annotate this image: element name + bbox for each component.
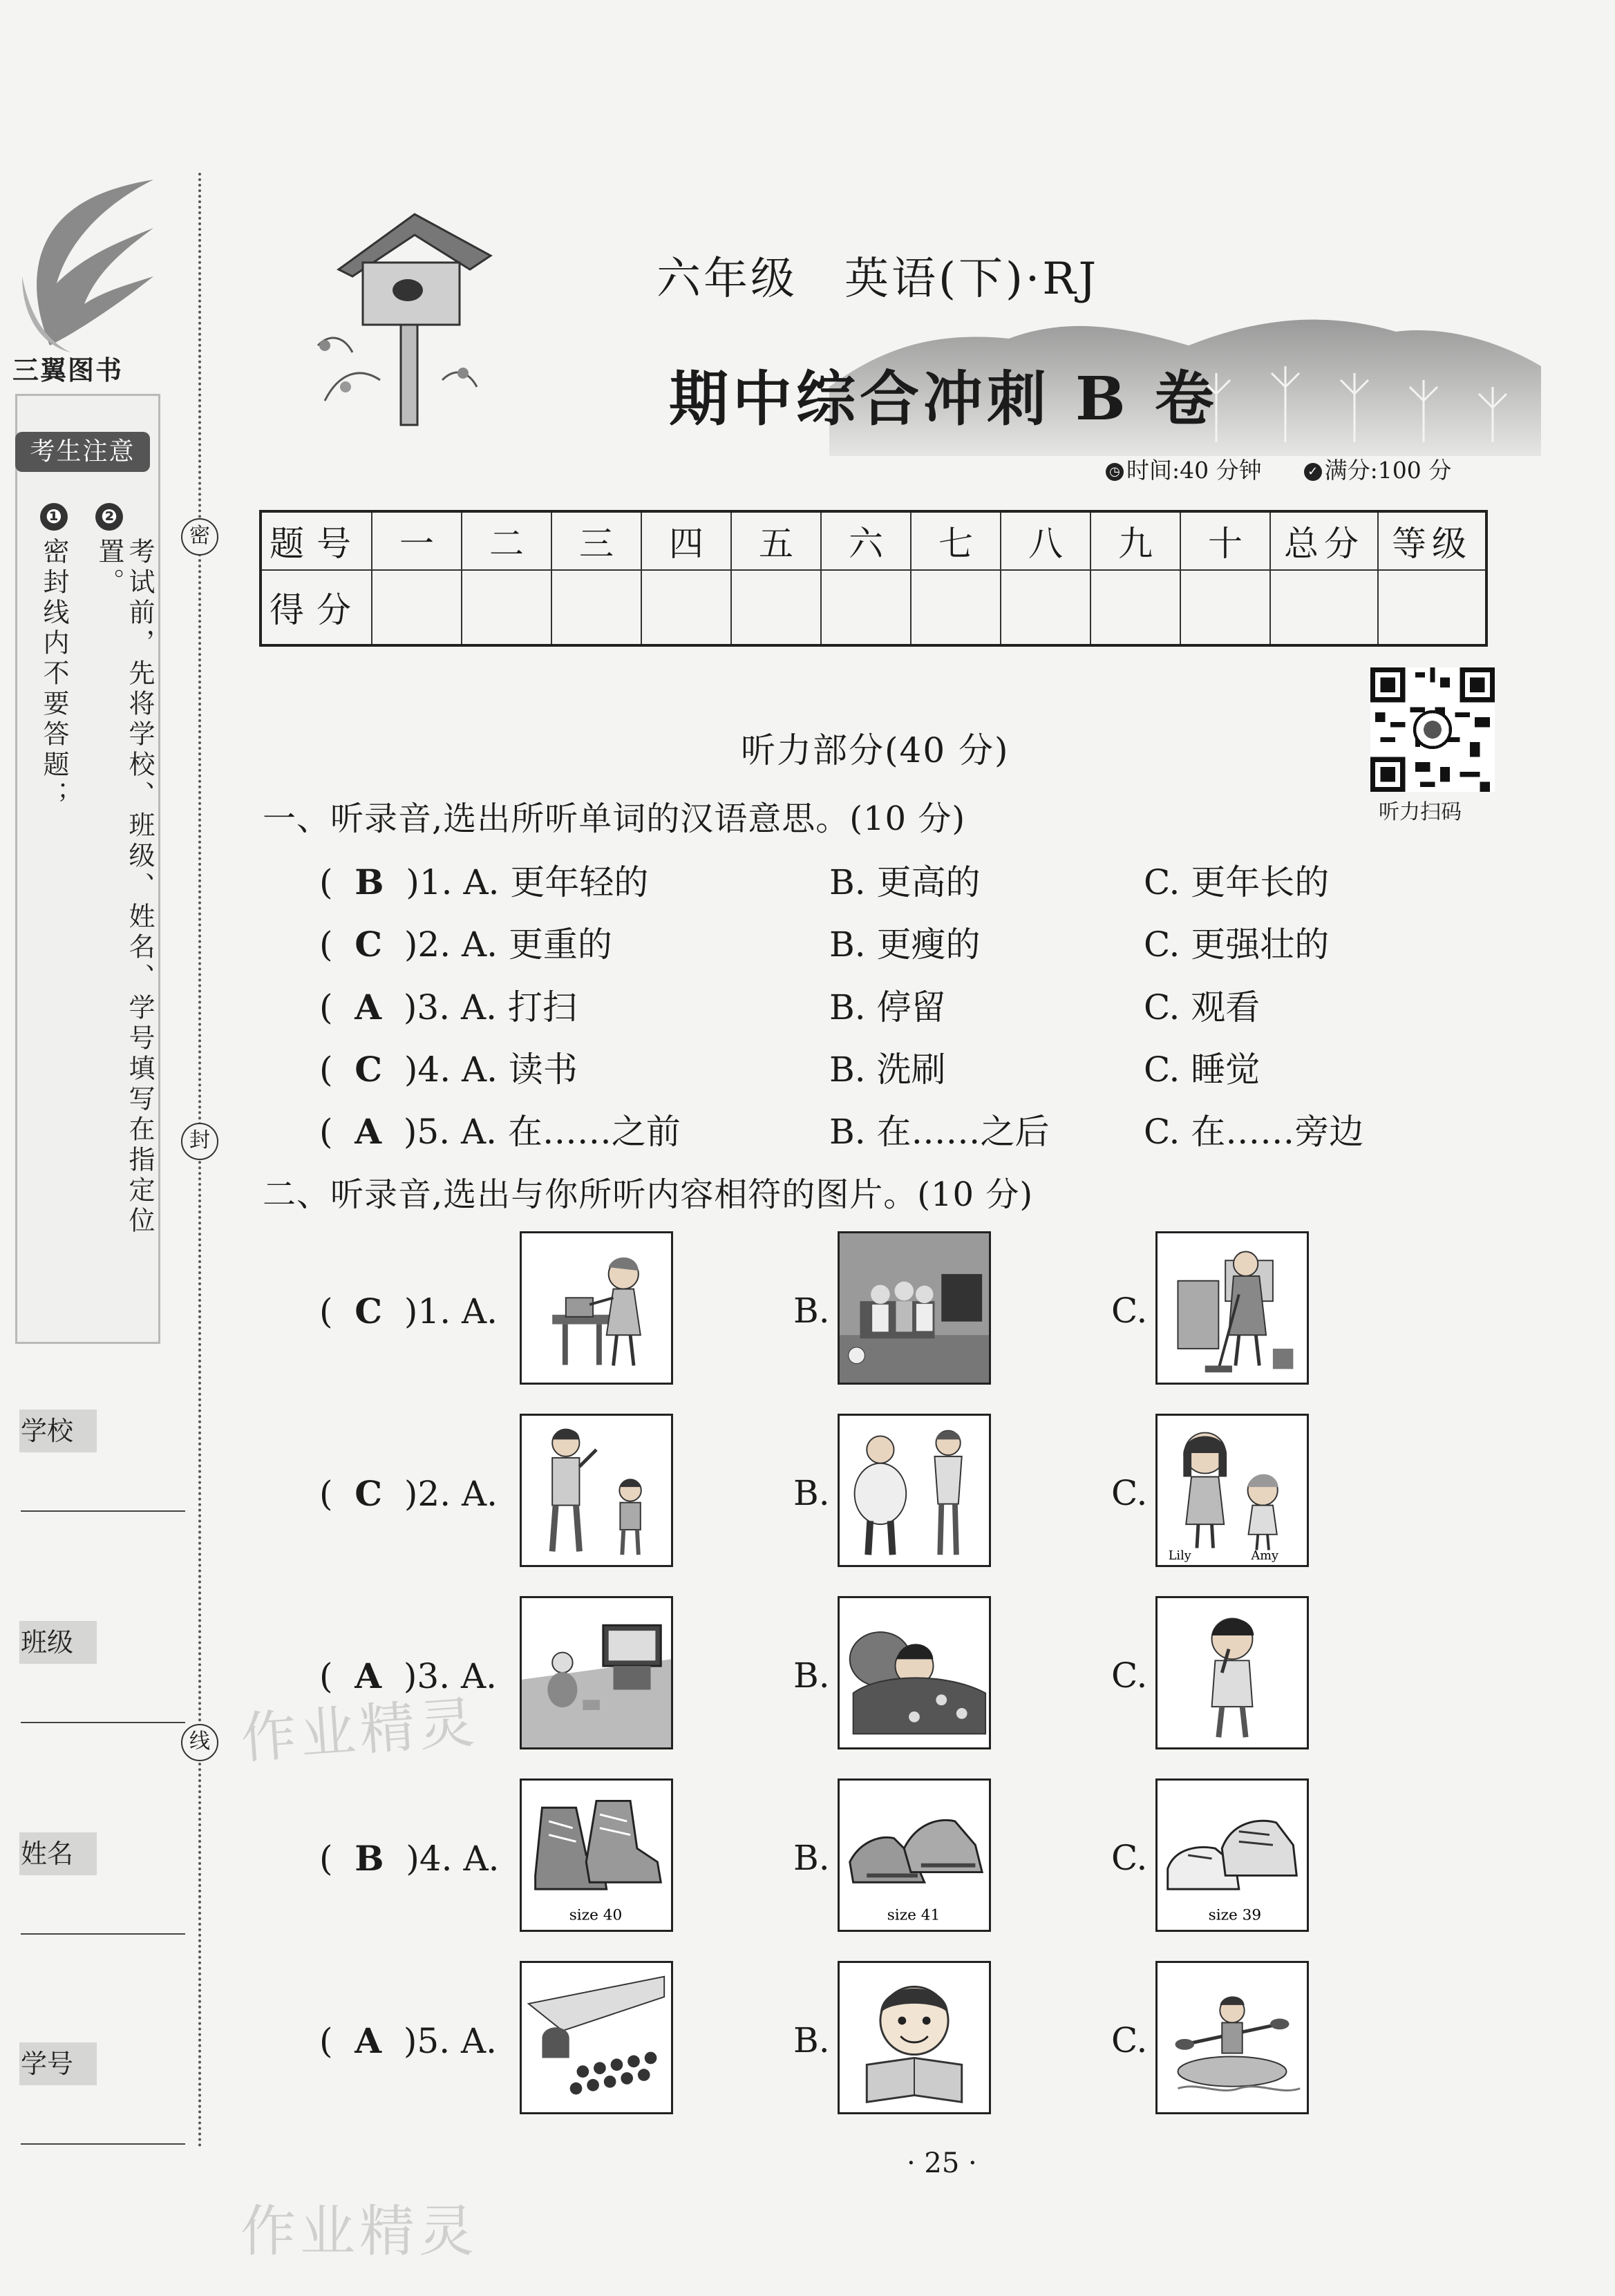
score-cell[interactable] bbox=[1378, 570, 1486, 645]
option-c: C. 观看 bbox=[1144, 987, 1260, 1027]
answer[interactable]: A bbox=[355, 987, 382, 1027]
class-field-line[interactable] bbox=[21, 1722, 185, 1723]
picture-two-men[interactable] bbox=[838, 1414, 991, 1567]
class-label: 班级 bbox=[19, 1621, 97, 1664]
answer[interactable]: C bbox=[355, 1049, 383, 1090]
picture-boy-rowing[interactable] bbox=[1155, 1961, 1309, 2114]
watermark: 作业精灵 bbox=[240, 2199, 478, 2264]
page-number: · 25 · bbox=[907, 2147, 977, 2179]
answer[interactable]: A bbox=[355, 1655, 382, 1696]
reading-icon bbox=[840, 1963, 989, 2112]
table-header-cell: 八 bbox=[1001, 511, 1090, 570]
option-c-label: C. bbox=[1111, 2020, 1148, 2060]
time-limit: 时间:40 分钟 bbox=[1126, 457, 1262, 484]
qr-caption: 听力扫码 bbox=[1379, 800, 1462, 824]
score-cell[interactable] bbox=[1090, 570, 1180, 645]
option-c: C. 在……旁边 bbox=[1144, 1112, 1364, 1152]
option-c-label: C. bbox=[1111, 1291, 1148, 1331]
name-field-line[interactable] bbox=[21, 1933, 185, 1935]
notice-title: 考生注意 bbox=[15, 432, 150, 472]
table-header-cell: 一 bbox=[372, 511, 462, 570]
score-cell[interactable] bbox=[551, 570, 641, 645]
amy-caption: Amy bbox=[1251, 1549, 1278, 1564]
clock-icon: ◷ bbox=[1106, 463, 1124, 481]
picture-cinema[interactable] bbox=[520, 1961, 673, 2114]
brushing-icon bbox=[1158, 1598, 1307, 1747]
section2-question-5: ( A )5. A. bbox=[319, 2020, 497, 2061]
option-c-label: C. bbox=[1111, 1655, 1148, 1696]
size-41-caption: size 41 bbox=[887, 1906, 941, 1924]
section2-question-2: ( C )2. A. bbox=[319, 1473, 498, 1514]
score-cell[interactable] bbox=[1001, 570, 1090, 645]
brand-name: 三翼图书 bbox=[12, 355, 124, 386]
seal-xian: 线 bbox=[181, 1724, 218, 1761]
option-b-label: B. bbox=[793, 1838, 830, 1878]
score-cell[interactable] bbox=[821, 570, 911, 645]
section1-question-4: ( C )4. A. 读书 bbox=[319, 1049, 578, 1090]
table-header-cell: 五 bbox=[731, 511, 821, 570]
answer[interactable]: C bbox=[355, 1291, 383, 1331]
score-cell[interactable] bbox=[462, 570, 551, 645]
table-header-cell: 二 bbox=[462, 511, 551, 570]
section1-question-2: ( C )2. A. 更重的 bbox=[319, 924, 612, 965]
section1-question-5: ( A )5. A. 在……之前 bbox=[319, 1111, 681, 1152]
seal-mi: 密 bbox=[181, 518, 218, 556]
qr-code-icon[interactable] bbox=[1368, 667, 1497, 792]
size-40-caption: size 40 bbox=[569, 1906, 623, 1924]
rowing-icon bbox=[1158, 1963, 1307, 2112]
notice-number-2: ❷ bbox=[95, 503, 123, 531]
picture-woman-cleaning[interactable] bbox=[1155, 1231, 1309, 1385]
table-header-cell: 四 bbox=[641, 511, 731, 570]
score-cell[interactable] bbox=[1180, 570, 1270, 645]
score-cell[interactable] bbox=[731, 570, 821, 645]
tall-short-icon bbox=[522, 1416, 671, 1565]
picture-watching-tv[interactable] bbox=[520, 1596, 673, 1749]
family-tv-icon bbox=[840, 1233, 989, 1383]
score-cell[interactable] bbox=[641, 570, 731, 645]
option-b-label: B. bbox=[793, 1291, 830, 1331]
answer[interactable]: A bbox=[355, 2020, 382, 2061]
exam-meta bbox=[1106, 453, 1451, 485]
option-c-label: C. bbox=[1111, 1473, 1148, 1513]
section2-question-1: ( C )1. A. bbox=[319, 1291, 498, 1331]
two-girls-icon bbox=[1158, 1416, 1307, 1565]
watch-tv-icon bbox=[522, 1598, 671, 1747]
picture-shoes-size-39[interactable] bbox=[1155, 1778, 1309, 1932]
check-icon: ✓ bbox=[1304, 463, 1322, 481]
option-c: C. 更强壮的 bbox=[1144, 924, 1330, 965]
high-top-shoes-icon bbox=[522, 1781, 671, 1930]
picture-boy-reading[interactable] bbox=[838, 1961, 991, 2114]
option-c: C. 更年长的 bbox=[1144, 862, 1330, 902]
answer[interactable]: C bbox=[355, 924, 383, 965]
picture-shoes-size-40[interactable] bbox=[520, 1778, 673, 1932]
student-id-field-line[interactable] bbox=[21, 2143, 185, 2145]
score-table bbox=[259, 510, 1488, 647]
seal-feng: 封 bbox=[181, 1123, 218, 1160]
school-field-line[interactable] bbox=[21, 1510, 185, 1512]
score-cell[interactable] bbox=[372, 570, 462, 645]
picture-family-watching-tv[interactable] bbox=[838, 1231, 991, 1385]
seal-dotted-line bbox=[198, 173, 201, 2149]
lily-caption: Lily bbox=[1168, 1549, 1191, 1564]
score-cell[interactable] bbox=[911, 570, 1001, 645]
table-header-cell: 九 bbox=[1090, 511, 1180, 570]
section-1-title: 一、听录音,选出所听单词的汉语意思。(10 分) bbox=[263, 799, 966, 838]
option-b-label: B. bbox=[793, 1473, 830, 1513]
table-header-cell: 六 bbox=[821, 511, 911, 570]
birdhouse-illustration-icon bbox=[297, 207, 498, 428]
table-header-cell: 等级 bbox=[1378, 511, 1486, 570]
notice-item-2: 考试前，先将学校、班级、姓名、学号填写在指定位置。 bbox=[94, 538, 155, 1237]
cleaning-icon bbox=[1158, 1233, 1307, 1383]
score-cell[interactable] bbox=[1270, 570, 1378, 645]
picture-man-and-boy[interactable] bbox=[520, 1414, 673, 1567]
exam-subtitle: 六年级 英语(下)·RJ bbox=[657, 254, 1099, 305]
name-label: 姓名 bbox=[19, 1832, 97, 1875]
option-b: B. 在……之后 bbox=[829, 1112, 1050, 1152]
option-b-label: B. bbox=[793, 2020, 830, 2060]
picture-boy-sleeping[interactable] bbox=[838, 1596, 991, 1749]
table-header-cell: 十 bbox=[1180, 511, 1270, 570]
sneakers-icon bbox=[840, 1781, 989, 1930]
section1-question-1: ( B )1. A. 更年轻的 bbox=[319, 862, 649, 902]
notice-item-1: 密封线内不要答题； bbox=[39, 538, 69, 811]
section1-question-3: ( A )3. A. 打扫 bbox=[319, 987, 577, 1027]
option-c-label: C. bbox=[1111, 1838, 1148, 1878]
sleeping-icon bbox=[840, 1598, 989, 1747]
cinema-icon bbox=[522, 1963, 671, 2112]
student-id-label: 学号 bbox=[19, 2042, 97, 2085]
table-header-cell: 三 bbox=[551, 511, 641, 570]
cooking-icon bbox=[522, 1233, 671, 1383]
table-header-cell: 七 bbox=[911, 511, 1001, 570]
notice-number-1: ❶ bbox=[40, 503, 68, 531]
watermark: 作业精灵 bbox=[238, 1690, 481, 1771]
section-2-title: 二、听录音,选出与你所听内容相符的图片。(10 分) bbox=[263, 1175, 1034, 1214]
listening-part-title: 听力部分(40 分) bbox=[741, 730, 1010, 770]
answer[interactable]: B bbox=[355, 862, 384, 902]
picture-girl-cooking[interactable] bbox=[520, 1231, 673, 1385]
section2-question-3: ( A )3. A. bbox=[319, 1655, 497, 1696]
table-row-label: 题号 bbox=[261, 511, 372, 570]
option-b: B. 停留 bbox=[829, 987, 946, 1027]
answer[interactable]: B bbox=[355, 1838, 384, 1879]
table-row-label: 得分 bbox=[261, 570, 372, 645]
canvas-shoes-icon bbox=[1158, 1781, 1307, 1930]
school-label: 学校 bbox=[19, 1410, 97, 1452]
full-score: 满分:100 分 bbox=[1324, 457, 1452, 484]
option-b: B. 更瘦的 bbox=[829, 924, 981, 965]
heavy-thin-icon bbox=[840, 1416, 989, 1565]
option-c: C. 睡觉 bbox=[1144, 1050, 1260, 1090]
picture-lily-and-amy[interactable] bbox=[1155, 1414, 1309, 1567]
section2-question-4: ( B )4. A. bbox=[319, 1838, 500, 1879]
option-b: B. 更高的 bbox=[829, 862, 981, 902]
answer[interactable]: C bbox=[355, 1473, 383, 1514]
table-header-cell: 总分 bbox=[1270, 511, 1378, 570]
picture-shoes-size-41[interactable] bbox=[838, 1778, 991, 1932]
answer[interactable]: A bbox=[355, 1111, 382, 1152]
picture-boy-brushing-teeth[interactable] bbox=[1155, 1596, 1309, 1749]
option-b-label: B. bbox=[793, 1655, 830, 1696]
option-b: B. 洗刷 bbox=[829, 1050, 946, 1090]
exam-title: 期中综合冲刺 B 卷 bbox=[669, 364, 1218, 434]
size-39-caption: size 39 bbox=[1208, 1906, 1262, 1924]
